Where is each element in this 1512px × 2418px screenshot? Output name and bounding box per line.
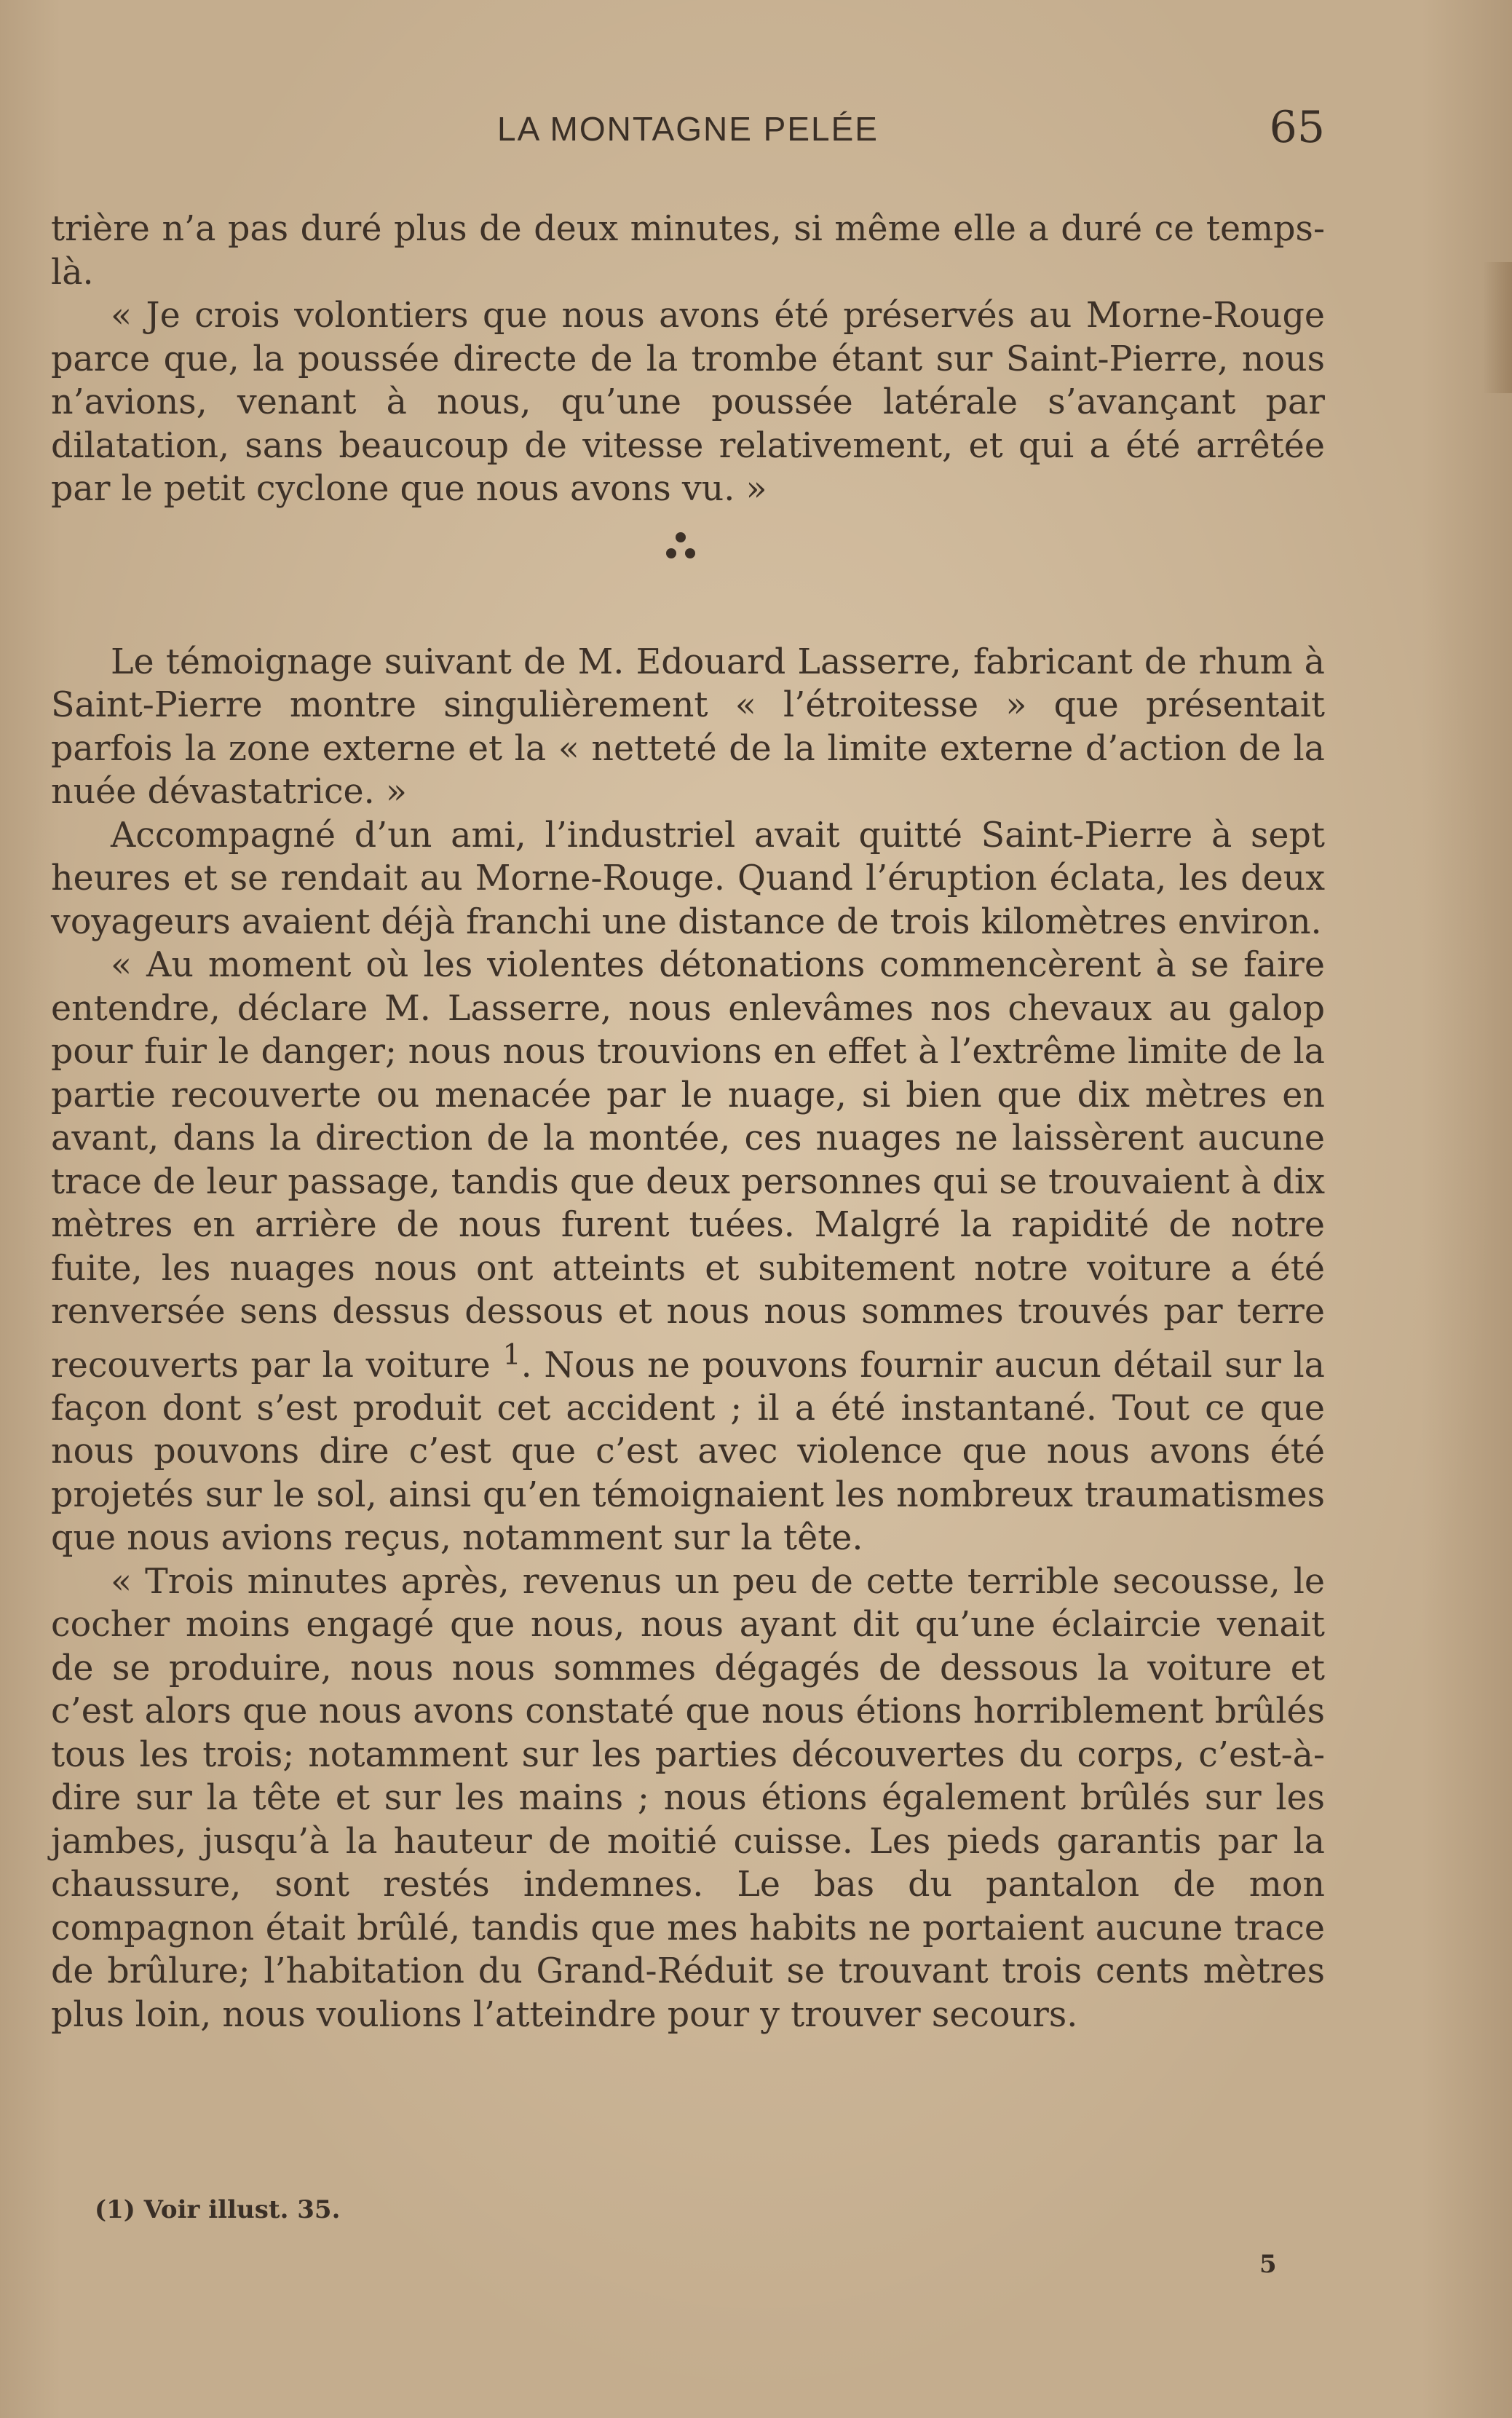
running-title: LA MONTAGNE PELÉE	[497, 110, 879, 148]
footnote: (1) Voir illust. 35.	[95, 2195, 341, 2224]
footnote-reference: 1	[502, 1338, 521, 1372]
paragraph-lasserre-intro: Le témoignage suivant de M. Edouard Lasserre, fabricant de rhum à Saint-Pierre montre singulièrement « l’étroitesse » que présentait parfois la zone externe et la « netteté de la limite externe d’action de la nuée dévastatrice. »	[51, 641, 1325, 812]
paper-stain	[1483, 262, 1512, 393]
page-header	[51, 102, 1325, 160]
section-separator	[51, 511, 1325, 641]
paragraph-testimony: « Au moment où les violentes détonations commencèrent à se faire entendre, déclare M. Lasserre, nous enlevâmes nos chevaux au galop pour fuir le danger; nous nous trouvions en effet à l’extrême limite de la partie recouverte ou menacée par le nuage, si bien que dix mètres en avant, dans la direction de la montée, ces nuages ne laissèrent aucune trace de leur passage, tandis que deux personnes qui se trouvaient à dix mètres en arrière de nous furent tuées. Malgré la rapidité de notre fuite, les nuages nous ont atteints et subitement notre voiture a été renversée sens dessus dessous et nous nous sommes trouvés par terre recouverts par la voiture $^1$. Nous ne pouvons fournir aucun détail sur la façon dont s’est produit cet accident ; il a été instantané. Tout ce que nous pouvons dire c’est que c’est avec violence que nous avons été projetés sur le sol, ainsi qu’en témoignaient les nombreux traumatismes que nous avions reçus, notamment sur la tête.	[51, 945, 1325, 1559]
paragraph-journey: Accompagné d’un ami, l’industriel avait quitté Saint-Pierre à sept heures et se rendait au Morne-Rouge. Quand l’éruption éclata, les deux voyageurs avaient déjà franchi une distance de trois kilomètres environ.	[51, 815, 1325, 942]
paragraph-aftermath: « Trois minutes après, revenus un peu de cette terrible secousse, le cocher moins engagé que nous, nous ayant dit qu’une éclaircie venait de se produire, nous nous sommes dégagés de dessous la voiture et c’est alors que nous avons constaté que nous étions horriblement brûlés tous les trois; notamment sur les parties découvertes du corps, c’est-à-dire sur la tête et sur les mains ; nous étions également brûlés sur les jambes, jusqu’à la hauteur de moitié cuisse. Les pieds garantis par la chaussure, sont restés indemnes. Le bas du pantalon de mon compagnon était brûlé, tandis que mes habits ne portaient aucune trace de brûlure; l’habitation du Grand-Réduit se trouvant trois cents mètres plus loin, nous voulions l’atteindre pour y trouver secours.	[51, 1561, 1325, 2035]
signature-mark: 5	[1259, 2250, 1277, 2279]
asterism-ornament	[659, 526, 702, 569]
testimony-continued: Nous ne pouvons fournir aucun détail sur la façon dont s’est produit cet accident ; il a été instantané. Tout ce que nous pouvons dire c’est que c’est avec violence que nous avons été projetés sur le sol, ainsi qu’en témoignaient les nombreux traumatismes que nous avions reçus, notamment sur la tête.	[51, 1345, 1325, 1559]
paragraph-continuation: trière n’a pas duré plus de deux minutes, si même elle a duré ce temps-là.	[51, 209, 1325, 293]
page-number: 65	[1269, 102, 1325, 153]
testimony-text: « Au moment où les violentes détonations commencèrent à se faire entendre, déclare M. Lasserre, nous enlevâmes nos chevaux au galop pour fuir le danger; nous nous trouvions en effet à l’extrême limite de la partie recouverte ou menacée par le nuage, si bien que dix mètres en avant, dans la direction de la montée, ces nuages ne laissèrent aucune trace de leur passage, tandis que deux personnes qui se trouvaient à dix mètres en arrière de nous furent tuées. Malgré la rapidité de notre fuite, les nuages nous ont atteints et subitement notre voiture a été renversée sens dessus dessous et nous nous sommes trouvés par terre recouverts par la voiture	[51, 945, 1325, 1386]
body-text	[51, 208, 1325, 2036]
paragraph-quote-morne-rouge: « Je crois volontiers que nous avons été préservés au Morne-Rouge parce que, la poussée directe de la trombe étant sur Saint-Pierre, nous n’avions, venant à nous, qu’une poussée latérale s’avançant par dilatation, sans beaucoup de vitesse relativement, et qui a été arrêtée par le petit cyclone que nous avons vu. »	[51, 296, 1325, 509]
